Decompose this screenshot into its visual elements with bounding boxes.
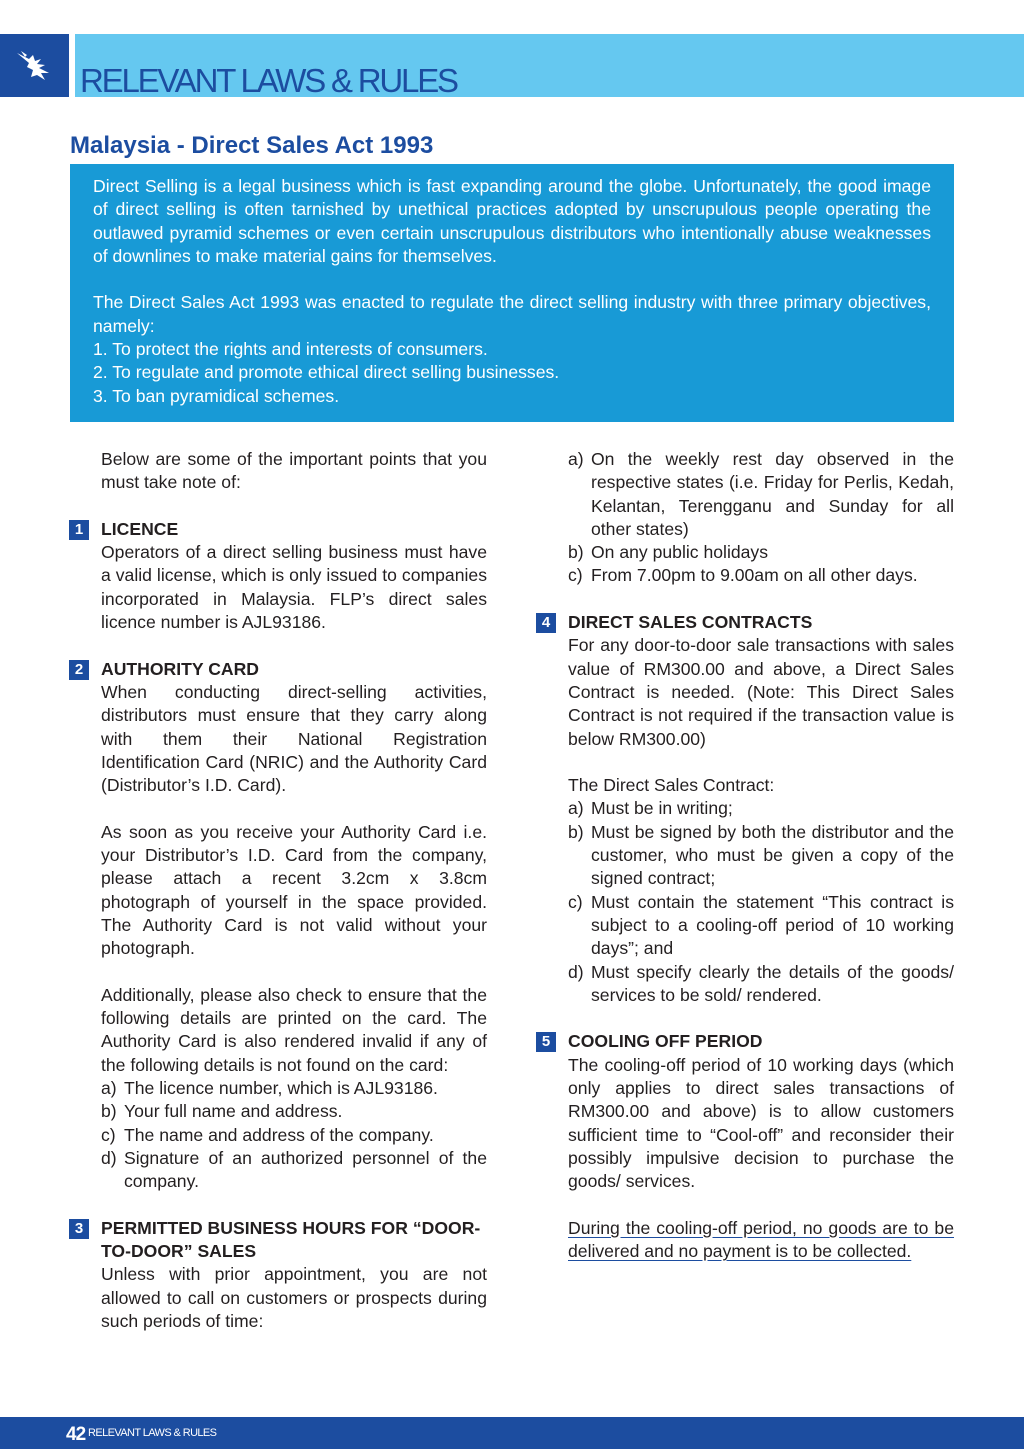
right-column [541, 448, 954, 1263]
section-number-badge: 1 [69, 520, 89, 540]
section-heading: DIRECT SALES CONTRACTS [568, 612, 813, 633]
card-details-list [101, 1077, 487, 1193]
lead-text: Below are some of the important points that you must take note of: [101, 449, 487, 493]
contract-requirements-list [568, 797, 954, 1007]
list-item: a) On the weekly rest day observed in the respective states (i.e. Friday for Perlis, Kedah, Kelantan, Terengganu and Sunday for all other states) [568, 449, 954, 539]
section-number-badge: 2 [69, 660, 89, 680]
section-authority-card [74, 658, 487, 1194]
restricted-periods-list [568, 448, 954, 588]
section-direct-sales-contracts [541, 611, 954, 1007]
list-item: c) Must contain the statement “This contract is subject to a cooling-off period of 10 working days”; and [568, 891, 954, 959]
intro-panel [70, 164, 954, 422]
section-body: As soon as you receive your Authority Card i.e. your Distributor’s I.D. Card from the company, please attach a recent 3.2cm x 3.8cm photograph of yourself in the space provided. The Authority Card is not valid without your photograph. [101, 821, 487, 959]
list-item: b) On any public holidays [568, 542, 769, 563]
section-title: Malaysia - Direct Sales Act 1993 [70, 132, 434, 159]
list-item: a) The licence number, which is AJL93186. [101, 1078, 438, 1099]
brand-logo [0, 34, 69, 97]
page-number: 42 [66, 1424, 86, 1445]
list-item: d) Must specify clearly the details of the goods/ services to be sold/ rendered. [568, 961, 954, 1005]
intro-paragraph: Direct Selling is a legal business which is fast expanding around the globe. Unfortunately, the good image of direct selling is often tarnished by unethical practices adopted by unscrupulous people operating the outlawed pyramid schemes or even certain unscrupulous distributors who intentionally abuse weaknesses of downlines to make material gains for themselves. [93, 176, 931, 266]
section-body: The Direct Sales Contract: [568, 775, 775, 796]
left-column [74, 448, 487, 1333]
section-body: The cooling-off period of 10 working days (which only applies to direct sales transactions of RM300.00 and above) is to allow customers sufficient time to “Cool-off” and reconsider their possibly impulsive decision to purchase the goods/ services. [568, 1054, 954, 1192]
list-item: c) From 7.00pm to 9.00am on all other days. [568, 565, 918, 586]
section-heading: PERMITTED BUSINESS HOURS FOR “DOOR-TO-DOOR” SALES [101, 1217, 481, 1262]
section-cooling-off [541, 1030, 954, 1263]
eagle-icon [15, 49, 55, 83]
list-item: b) Must be signed by both the distributor and the customer, who must be given a copy of the signed contract; [568, 821, 954, 889]
section-body: Unless with prior appointment, you are not allowed to call on customers or prospects during such periods of time: [101, 1264, 487, 1331]
section-body: Operators of a direct selling business must have a valid license, which is only issued to companies incorporated in Malaysia. FLP’s direct sales licence number is AJL93186. [101, 542, 487, 633]
objective-item: 3. To ban pyramidical schemes. [93, 385, 340, 406]
intro-objectives-lead: The Direct Sales Act 1993 was enacted to regulate the direct selling industry with three primary objectives, namely: [93, 292, 931, 336]
section-number-badge: 3 [69, 1219, 89, 1239]
section-heading: LICENCE [101, 518, 179, 539]
section-number-badge: 5 [536, 1032, 556, 1052]
list-item: a) Must be in writing; [568, 798, 733, 819]
cooling-off-note: During the cooling-off period, no goods are to be delivered and no payment is to be collected. [568, 1217, 954, 1262]
footer-label: RELEVANT LAWS & RULES [88, 1427, 217, 1439]
section-body: For any door-to-door sale transactions with sales value of RM300.00 and above, a Direct Sales Contract is needed. (Note: This Direct Sales Contract is not required if the transaction value is below RM300.00) [568, 635, 954, 749]
section-heading: COOLING OFF PERIOD [568, 1031, 763, 1052]
list-item: d) Signature of an authorized personnel of the company. [101, 1147, 487, 1192]
section-body: When conducting direct-selling activities, distributors must ensure that they carry along with them their National Registration Identification Card (NRIC) and the Authority Card (Distributor’s I.D. Card). [101, 681, 487, 796]
section-body: Additionally, please also check to ensure that the following details are printed on the card. The Authority Card is also rendered invalid if any of the following details is not found on the card: [101, 984, 487, 1075]
list-item: c) The name and address of the company. [101, 1124, 434, 1145]
objective-item: 2. To regulate and promote ethical direct selling businesses. [93, 362, 560, 383]
section-number-badge: 4 [536, 613, 556, 633]
list-item: b) Your full name and address. [101, 1101, 343, 1122]
section-business-hours [74, 1217, 487, 1333]
section-heading: AUTHORITY CARD [101, 658, 260, 679]
objective-item: 1. To protect the rights and interests of consumers. [93, 339, 488, 360]
page-header-title: RELEVANT LAWS & RULES [80, 62, 457, 99]
section-licence [74, 518, 487, 634]
footer-bar [0, 1417, 1024, 1449]
